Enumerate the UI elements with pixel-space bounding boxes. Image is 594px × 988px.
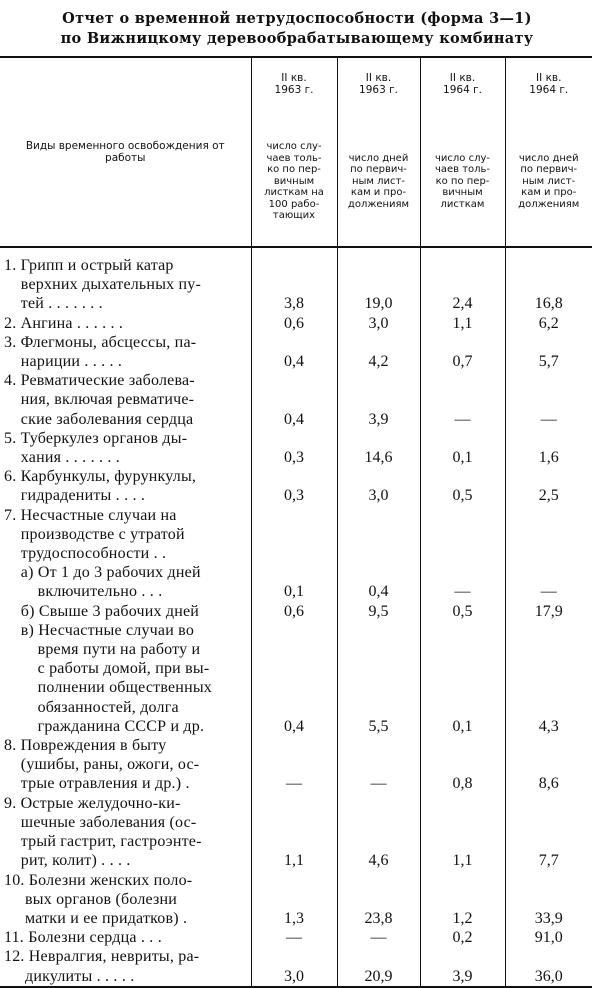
value-cell: 5,7: [505, 333, 592, 371]
row-label-line: рит, колит) . . . .: [4, 852, 131, 870]
value-cell: 3,0: [251, 947, 337, 986]
value-cell: 14,6: [337, 429, 420, 467]
row-label-line: полнении общественных: [4, 679, 212, 697]
row-label-line: включительно . . .: [4, 583, 163, 601]
row-label: [0, 247, 251, 314]
value-cell: 2,5: [505, 467, 592, 505]
row-label-line: 7. Несчастные случаи на: [4, 506, 177, 524]
row-label: [0, 467, 251, 505]
table-row: [0, 467, 592, 505]
row-label-line: трые отравления и др.) .: [4, 775, 190, 793]
column-quarter-header: II кв. 1964 г.: [420, 57, 505, 117]
row-label-line: матки и ее придатков) .: [4, 909, 188, 927]
row-label: [0, 621, 251, 736]
table-row: [0, 314, 592, 333]
table-body: [0, 247, 592, 987]
value-cell: —: [420, 371, 505, 429]
row-label: [0, 314, 251, 333]
value-cell: 3,9: [337, 371, 420, 429]
value-cell: 20,9: [337, 947, 420, 986]
row-label-line: время пути на работу и: [4, 641, 201, 659]
value-cell: 8,6: [505, 736, 592, 794]
row-label-line: 3. Флегмоны, абсцессы, па-: [4, 333, 197, 351]
value-cell: —: [337, 928, 420, 947]
row-label-line: нариции . . . . .: [4, 353, 123, 371]
row-label: [0, 429, 251, 467]
table-row: [0, 928, 592, 947]
value-cell: 9,5: [337, 602, 420, 621]
value-cell: —: [420, 563, 505, 601]
table-row: [0, 621, 592, 736]
value-cell: —: [251, 928, 337, 947]
table-row: [0, 602, 592, 621]
row-label-line: ния, включая ревматиче-: [4, 391, 195, 409]
value-cell: 0,1: [420, 621, 505, 736]
column-quarter-header: II кв. 1963 г.: [337, 57, 420, 117]
row-label-line: с работы домой, при вы-: [4, 660, 210, 678]
document-title: [0, 9, 594, 49]
value-cell: 0,4: [251, 333, 337, 371]
title-line-1: Отчет о временной нетрудоспособности (форма 3—1): [62, 10, 532, 27]
table-row: [0, 371, 592, 429]
row-label-line: а) От 1 до 3 рабочих дней: [4, 564, 201, 582]
row-label-line: в) Несчастные случаи во: [4, 621, 195, 639]
value-cell: 36,0: [505, 947, 592, 986]
row-label-line: 12. Невралгия, невриты, ра-: [4, 948, 200, 966]
value-cell: [420, 506, 505, 564]
value-cell: 0,7: [420, 333, 505, 371]
value-cell: 1,2: [420, 871, 505, 929]
row-label-line: дикулиты . . . . .: [4, 967, 135, 985]
incapacity-report-table: [0, 56, 592, 988]
row-label-line: верхних дыхательных пу-: [4, 276, 202, 294]
value-cell: 0,8: [420, 736, 505, 794]
column-quarter-header: II кв. 1964 г.: [505, 57, 592, 117]
column-measure-header: число слу- чаев толь- ко по пер- вичным листкам на 100 рабо- тающих: [251, 117, 337, 247]
value-cell: 0,3: [251, 429, 337, 467]
row-label: [0, 371, 251, 429]
row-label-line: ские заболевания сердца: [4, 410, 194, 428]
value-cell: 6,2: [505, 314, 592, 333]
value-cell: 17,9: [505, 602, 592, 621]
row-label-line: гражданина СССР и др.: [4, 717, 205, 735]
value-cell: [505, 506, 592, 564]
column-measure-header: число дней по первич- ным лист- кам и про- должениям: [505, 117, 592, 247]
row-label-line: вых органов (болезни: [4, 890, 178, 908]
row-label-line: тей . . . . . . .: [4, 295, 103, 313]
value-cell: 1,1: [251, 794, 337, 871]
row-label-line: гидрадениты . . . .: [4, 487, 146, 505]
value-cell: 4,2: [337, 333, 420, 371]
row-label-line: 2. Ангина . . . . . .: [4, 314, 124, 332]
value-cell: 91,0: [505, 928, 592, 947]
table-row: [0, 736, 592, 794]
row-label-line: (ушибы, раны, ожоги, ос-: [4, 756, 200, 774]
table-header: [0, 57, 592, 247]
row-label-line: 11. Болезни сердца . . .: [4, 929, 162, 947]
value-cell: [337, 506, 420, 564]
row-label-line: шечные заболевания (ос-: [4, 813, 197, 831]
row-label: [0, 563, 251, 601]
value-cell: 2,4: [420, 247, 505, 314]
value-cell: 3,8: [251, 247, 337, 314]
table-row: [0, 429, 592, 467]
value-cell: 0,6: [251, 314, 337, 333]
value-cell: 33,9: [505, 871, 592, 929]
table-row: [0, 247, 592, 314]
row-label-line: 1. Грипп и острый катар: [4, 257, 174, 274]
table-row: [0, 947, 592, 986]
column-quarter-header: II кв. 1963 г.: [251, 57, 337, 117]
title-line-2: по Вижницкому деревообрабатывающему комбинату: [60, 30, 534, 47]
value-cell: 0,5: [420, 602, 505, 621]
value-cell: 0,3: [251, 467, 337, 505]
column-measure-header: число дней по первич- ным лист- кам и про- должениям: [337, 117, 420, 247]
row-label-line: 5. Туберкулез органов ды-: [4, 429, 188, 447]
value-cell: 4,3: [505, 621, 592, 736]
row-label-line: б) Свыше 3 рабочих дней: [4, 602, 200, 620]
value-cell: 0,2: [420, 928, 505, 947]
row-label-line: 4. Ревматические заболева-: [4, 372, 195, 390]
row-label-line: обязанностей, долга: [4, 698, 179, 716]
row-label-line: трудоспособности . .: [4, 545, 167, 563]
value-cell: 0,4: [251, 621, 337, 736]
row-label: [0, 871, 251, 929]
row-label-line: 6. Карбункулы, фурункулы,: [4, 468, 197, 486]
row-label: [0, 333, 251, 371]
table-row: [0, 794, 592, 871]
value-cell: 7,7: [505, 794, 592, 871]
value-cell: 0,1: [251, 563, 337, 601]
value-cell: 0,1: [420, 429, 505, 467]
value-cell: 0,4: [251, 371, 337, 429]
column-measure-header: число слу- чаев толь- ко по пер- вичным листкам: [420, 117, 505, 247]
value-cell: 16,8: [505, 247, 592, 314]
row-label: [0, 794, 251, 871]
value-cell: 1,6: [505, 429, 592, 467]
value-cell: —: [251, 736, 337, 794]
row-label-header: Виды временного освобождения от работы: [0, 57, 251, 247]
table-row: [0, 871, 592, 929]
value-cell: 23,8: [337, 871, 420, 929]
value-cell: —: [505, 371, 592, 429]
row-label: [0, 506, 251, 564]
row-label-line: трый гастрит, гастроэнте-: [4, 833, 202, 851]
row-label-line: производстве с утратой: [4, 525, 185, 543]
value-cell: 1,3: [251, 871, 337, 929]
row-label-line: 10. Болезни женских поло-: [4, 871, 193, 889]
value-cell: 1,1: [420, 314, 505, 333]
row-label-line: хания . . . . . . .: [4, 449, 120, 467]
value-cell: 1,1: [420, 794, 505, 871]
row-label: [0, 947, 251, 986]
value-cell: 0,4: [337, 563, 420, 601]
value-cell: 0,6: [251, 602, 337, 621]
value-cell: 19,0: [337, 247, 420, 314]
value-cell: 5,5: [337, 621, 420, 736]
table-row: [0, 333, 592, 371]
value-cell: —: [337, 736, 420, 794]
row-label-line: 8. Повреждения в быту: [4, 737, 167, 755]
value-cell: 4,6: [337, 794, 420, 871]
row-label: [0, 928, 251, 947]
value-cell: 3,0: [337, 467, 420, 505]
value-cell: —: [505, 563, 592, 601]
value-cell: [251, 506, 337, 564]
row-label-line: 9. Острые желудочно-ки-: [4, 794, 181, 812]
value-cell: 0,5: [420, 467, 505, 505]
table-row: [0, 506, 592, 564]
row-label: [0, 736, 251, 794]
table-row: [0, 563, 592, 601]
value-cell: 3,0: [337, 314, 420, 333]
value-cell: 3,9: [420, 947, 505, 986]
row-label: [0, 602, 251, 621]
